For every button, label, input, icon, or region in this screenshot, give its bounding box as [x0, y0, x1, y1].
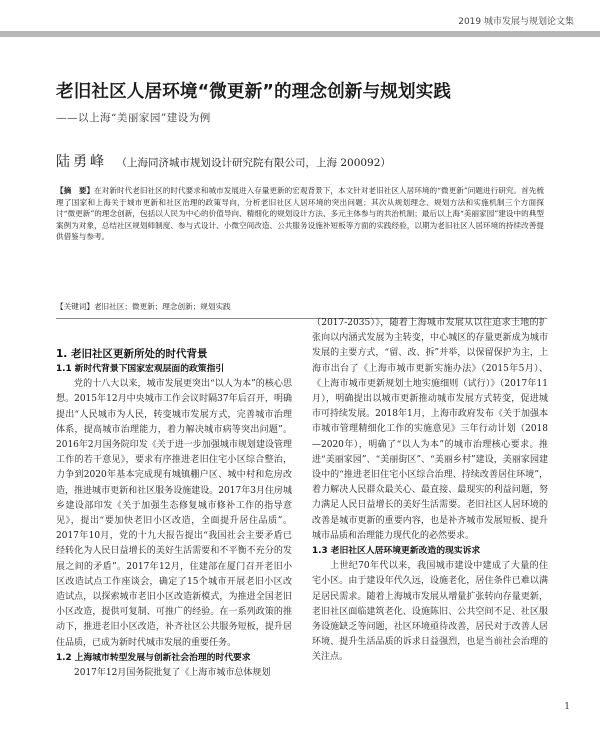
abstract: [56, 185, 544, 243]
abstract-text: 在对新时代老旧社区的时代要求和城市发展进入存量更新的宏观背景下，本文针对老旧社区人居环境的“微更新”问题进行研究。首先梳理了国家和上海关于城市更新和社区治理的政策导向，分析老旧社区人居环境的突出问题；其次从规划理念、规划方法和实施机制三个方面探讨“微更新”的理念创新，包括以人民为中心的价值导向、精细化的规划设计方法、多元主体参与的共治机制；最后以上海“美丽家园”建设中的典型案例为对象，总结社区规划师制度、参与式设计、小微空间改造、公共服务设施补短板等方面的实践经验，以期为老旧社区人居环境的持续改善提供借鉴与参考。: [56, 186, 545, 242]
author-affiliation: （上海同济城市规划设计研究院有限公司，上海 200092）: [116, 157, 391, 169]
running-header: 2019 城市发展与规划论文集: [458, 17, 574, 27]
section-heading: 1. 老旧社区更新所处的时代背景: [56, 348, 208, 360]
author-line: [56, 151, 391, 171]
author-name: 陆勇峰: [56, 154, 107, 170]
header-rule: [0, 31, 600, 37]
page-number: 1: [564, 702, 570, 712]
subsection-heading: 1.3 老旧社区人居环境更新改造的现实诉求: [312, 546, 481, 557]
right-column: [312, 316, 548, 666]
subsection-heading: 1.1 新时代背景下国家宏观层面的政策指引: [56, 364, 225, 374]
subsection-heading: 1.2 上海城市转型发展与创新社会治理的时代要求: [56, 652, 251, 663]
article-title: 老旧社区人居环境“微更新”的理念创新与规划实践: [56, 82, 452, 102]
body-paragraph: （2017-2035）》，随着上海城市发展从以往追求土地的扩张向以内涵式发展为主转变，中心城区的存量更新成为城市发展的主要方式，“留、改、拆”并举，以保留保护为主，上海市出台了《上海市城市更新实施办法》（2015年5月）、《上海市城市更新规划土地实施细则（试行）》（2017年11月），明确提出以城市更新推动城市发展方式转变，促进城市可持续发展。2018年1月，上海市政府发布《关于加强本市城市管理精细化工作的实施意见》三年行动计划（2018—2020年），明确了“以人为本”的城市治理核心要求。推进“美丽家园”、“美丽街区”、“美丽乡村”建设，美丽家园建设中的“推进老旧住宅小区综合治理、持续改善居住环境”，着力解决人民群众最关心、最直接、最现实的利益问题，努力满足人民日益增长的美好生活需要。老旧社区人居环境的改善是城市更新的重要内容，也是补齐城市发展短板、提升城市品质和治理能力现代化的必然要求。: [312, 318, 548, 541]
keywords-text: 老旧社区；微更新；理念创新；规划实践: [93, 302, 231, 311]
left-column: [56, 346, 292, 681]
body-paragraph: 2017年12月国务院批复了《上海市城市总体规划: [74, 668, 271, 679]
keywords-label: 【关键词】: [56, 302, 94, 311]
body-paragraph: 上世纪70年代以来，我国城市建设中建成了大量的住宅小区。由于建设年代久远，设施老化，居住条件已难以满足居民需求。随着上海城市发展从增量扩张转向存量更新，老旧社区面临建筑老化、设施陈旧、公共空间不足、社区服务设施缺乏等问题，社区环境亟待改善，居民对于改善人居环境、提升生活品质的诉求日益强烈，也是当前社会治理的关注点。: [312, 561, 548, 663]
article-subtitle: ——以上海“美丽家园”建设为例: [56, 112, 211, 124]
abstract-label: 【摘 要】: [56, 186, 95, 195]
body-paragraph: 党的十八大以来，城市发展更突出“以人为本”的核心思想。2015年12月中央城市工作会议时隔37年后召开，明确提出“人民城市为人民，转变城市发展方式，完善城市治理体系，提高城市治理能力，着力解决城市病等突出问题”。2016年2月国务院印发《关于进一步加强城市规划建设管理工作的若干意见》，要求有序推进老旧住宅小区综合整治，力争到2020年基本完成现有城镇棚户区、城中村和危房改造，推进城市更新和社区服务设施建设。2017年3月住房城乡建设部印发《关于加强生态修复城市修补工作的指导意见》，提出“要加快老旧小区改造，全面提升居住品质”。2017年10月，党的十九大报告提出“我国社会主要矛盾已经转化为人民日益增长的美好生活需要和不平衡不充分的发展之间的矛盾”。2017年12月，住建部在厦门召开老旧小区改造试点工作座谈会，确定了15个城市开展老旧小区改造试点，以探索城市老旧小区改造新模式，为推进全国老旧小区改造，提供可复制、可推广的经验。在一系列政策的推动下，推进老旧小区改造，补齐社区公共服务短板，提升居住品质，已成为新时代城市发展的重要任务。: [56, 379, 292, 648]
keywords: [56, 301, 544, 313]
